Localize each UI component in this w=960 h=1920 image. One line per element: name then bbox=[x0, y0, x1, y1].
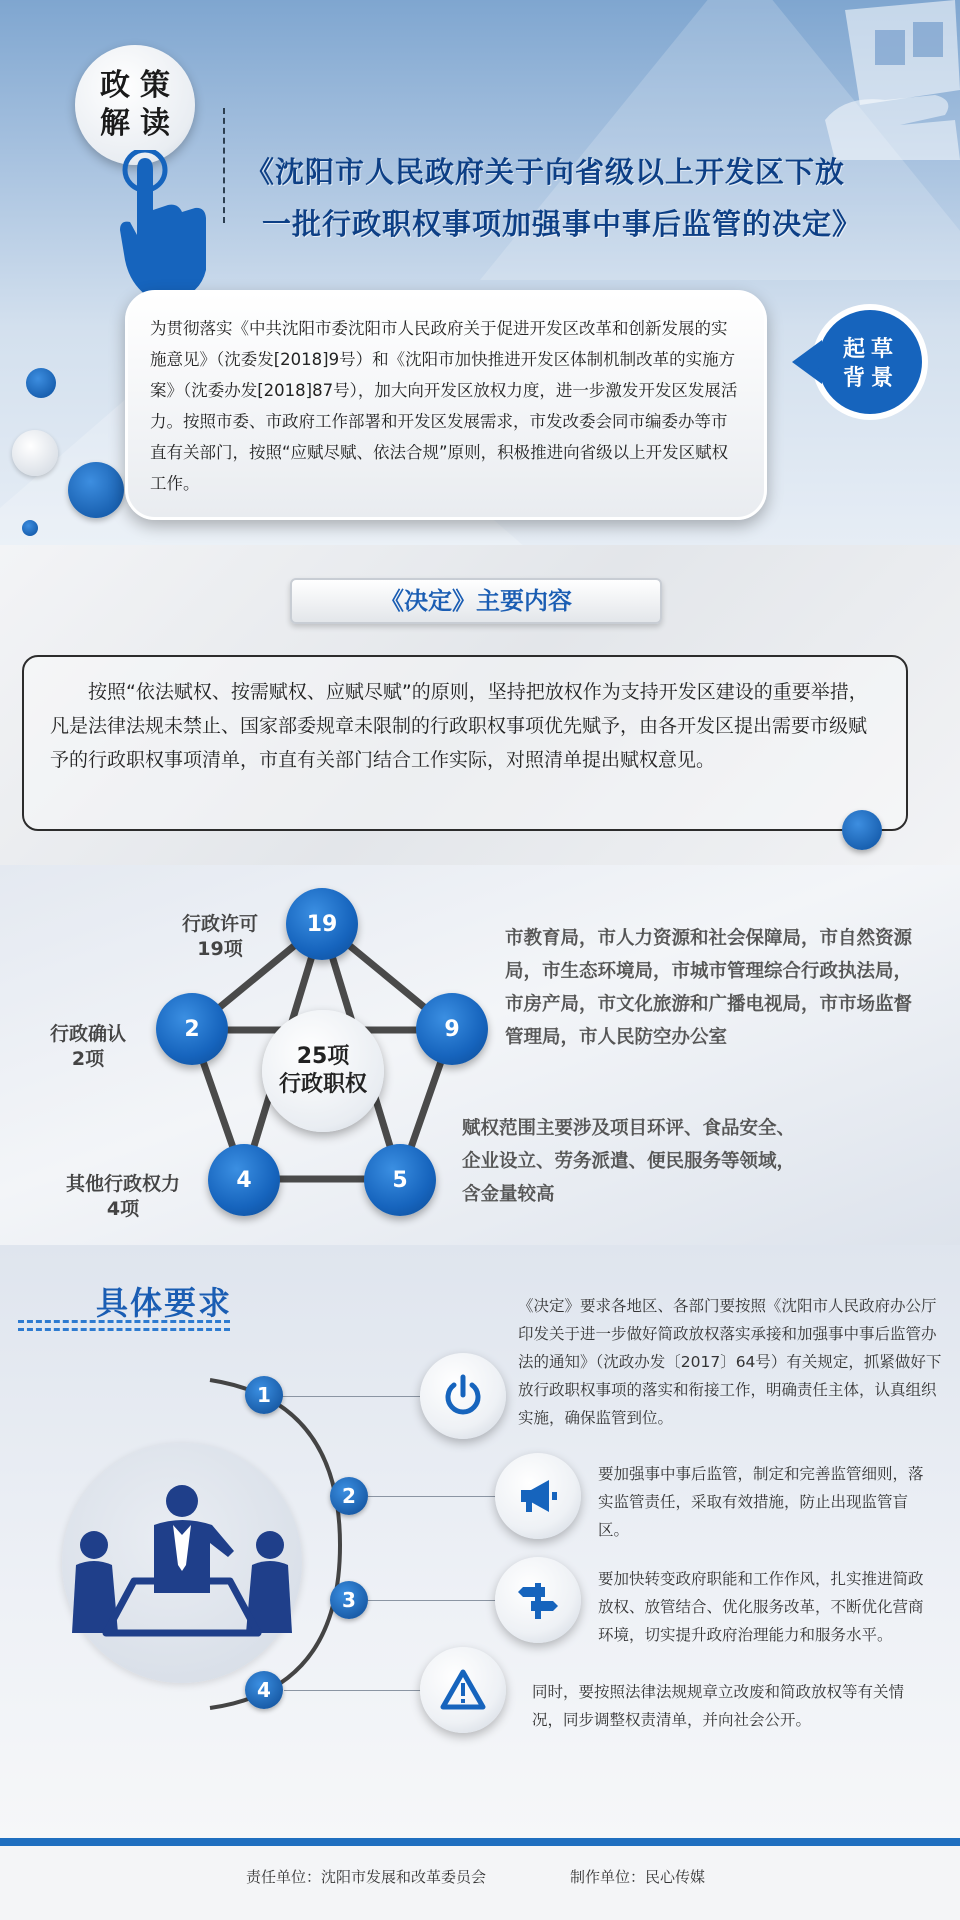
requirement-number: 2 bbox=[330, 1477, 368, 1515]
power-icon bbox=[440, 1373, 486, 1419]
badge-char: 读 bbox=[140, 106, 170, 141]
policy-interpretation-badge bbox=[75, 45, 195, 165]
requirement-icon-circle bbox=[495, 1557, 581, 1643]
requirement-icon-circle bbox=[495, 1453, 581, 1539]
megaphone-icon bbox=[515, 1473, 561, 1519]
requirement-text: 要加快转变政府职能和工作作风，扎实推进简政放权、放管结合、优化服务改革，不断优化营商环境，切实提升政府治理能力和服务水平。 bbox=[598, 1570, 924, 1644]
star-center-count: 25项 bbox=[296, 1044, 350, 1069]
star-center-node bbox=[262, 1010, 384, 1132]
connector-line bbox=[368, 1496, 498, 1497]
main-content-title: 《决定》主要内容 bbox=[290, 578, 662, 624]
star-label-permit-name: 行政许可 bbox=[182, 913, 259, 935]
star-node-bottom-right: 5 bbox=[364, 1144, 436, 1216]
decor-circle bbox=[22, 520, 38, 536]
badge-char: 解 bbox=[100, 106, 130, 141]
badge-char: 策 bbox=[140, 68, 170, 103]
decor-circle bbox=[68, 462, 124, 518]
signpost-icon bbox=[515, 1577, 561, 1623]
star-label-confirm-count: 2项 bbox=[71, 1048, 105, 1070]
background-label bbox=[836, 335, 906, 393]
pointing-hand-icon bbox=[120, 150, 210, 300]
star-node-right: 9 bbox=[416, 993, 488, 1065]
connector-line bbox=[368, 1600, 498, 1601]
star-label-other-count: 4项 bbox=[106, 1198, 140, 1220]
title-divider bbox=[223, 108, 225, 223]
requirements-arc bbox=[180, 1370, 380, 1720]
star-label-other bbox=[66, 1172, 180, 1222]
star-center-label: 行政职权 bbox=[278, 1072, 367, 1097]
star-node-confirm: 2 bbox=[156, 993, 228, 1065]
hand-card-icon bbox=[805, 0, 960, 160]
requirement-number: 1 bbox=[245, 1376, 283, 1414]
background-label-line1: 起草 bbox=[842, 337, 899, 362]
star-label-permit-count: 19项 bbox=[197, 938, 243, 960]
page-title-line1: 《沈阳市人民政府关于向省级以上开发区下放 bbox=[245, 155, 846, 189]
decor-circle bbox=[26, 368, 56, 398]
warning-icon bbox=[440, 1667, 486, 1713]
requirements-title: 具体要求 bbox=[96, 1284, 233, 1322]
scope-text: 赋权范围主要涉及项目环评、食品安全、企业设立、劳务派遣、便民服务等领域，含金量较高 bbox=[462, 1118, 796, 1205]
departments-text: 市教育局，市人力资源和社会保障局，市自然资源局，市生态环境局，市城市管理综合行政执法局，市房产局，市文化旅游和广播电视局，市市场监督管理局，市人民防空办公室 bbox=[505, 928, 913, 1048]
requirements-title-underline bbox=[18, 1320, 230, 1323]
star-node-permit: 19 bbox=[286, 888, 358, 960]
footer-responsible-unit: 责任单位：沈阳市发展和改革委员会 bbox=[246, 1868, 487, 1886]
star-label-permit bbox=[182, 912, 258, 962]
decor-circle bbox=[842, 810, 882, 850]
requirement-icon-circle bbox=[420, 1353, 506, 1439]
connector-line bbox=[284, 1690, 424, 1691]
badge-char: 政 bbox=[100, 68, 130, 103]
requirement-number: 4 bbox=[245, 1671, 283, 1709]
requirement-number: 3 bbox=[330, 1581, 368, 1619]
footer-divider bbox=[0, 1838, 960, 1846]
star-label-confirm bbox=[50, 1022, 126, 1072]
decor-circle bbox=[12, 430, 58, 476]
connector-line bbox=[268, 1396, 423, 1397]
page-title-line2: 一批行政职权事项加强事中事后监管的决定》 bbox=[262, 207, 863, 241]
requirements-title-underline bbox=[18, 1328, 230, 1331]
requirement-text: 要加强事中事后监管，制定和完善监管细则，落实监管责任，采取有效措施，防止出现监管盲区。 bbox=[598, 1465, 924, 1539]
star-label-confirm-name: 行政确认 bbox=[50, 1023, 127, 1045]
star-node-other: 4 bbox=[208, 1144, 280, 1216]
footer-producer: 制作单位：民心传媒 bbox=[570, 1868, 706, 1886]
requirement-text: 《决定》要求各地区、各部门要按照《沈阳市人民政府办公厅印发关于进一步做好简政放权落实承接和加强事中事后监管办法的通知》（沈政办发〔2017〕64号）有关规定，抓紧做好下放行政职权事项的落实和衔接工作，明确责任主体，认真组织实施，确保监管到位。 bbox=[518, 1297, 942, 1427]
background-text-card: 为贯彻落实《中共沈阳市委沈阳市人民政府关于促进开发区改革和创新发展的实施意见》（沈委发[2018]9号）和《沈阳市加快推进开发区体制机制改革的实施方案》（沈委办发[2018]87号），加大向开发区放权力度，进一步激发开发区发展活力。按照市委、市政府工作部署和开发区发展需求，市发改委会同市编委办等市直有关部门，按照“应赋尽赋、依法合规”原则，积极推进向省级以上开发区赋权工作。 bbox=[125, 290, 767, 520]
star-label-other-name: 其他行政权力 bbox=[66, 1173, 181, 1195]
requirement-icon-circle bbox=[420, 1647, 506, 1733]
background-label-line2: 背景 bbox=[842, 366, 899, 391]
main-content-text: 按照“依法赋权、按需赋权、应赋尽赋”的原则，坚持把放权作为支持开发区建设的重要举措，凡是法律法规未禁止、国家部委规章未限制的行政职权事项优先赋予，由各开发区提出需要市级赋予的行政职权事项清单，市直有关部门结合工作实际，对照清单提出赋权意见。 bbox=[22, 655, 908, 831]
requirement-text: 同时，要按照法律法规规章立改废和简政放权等有关情况，同步调整权责清单，并向社会公开。 bbox=[532, 1683, 905, 1729]
